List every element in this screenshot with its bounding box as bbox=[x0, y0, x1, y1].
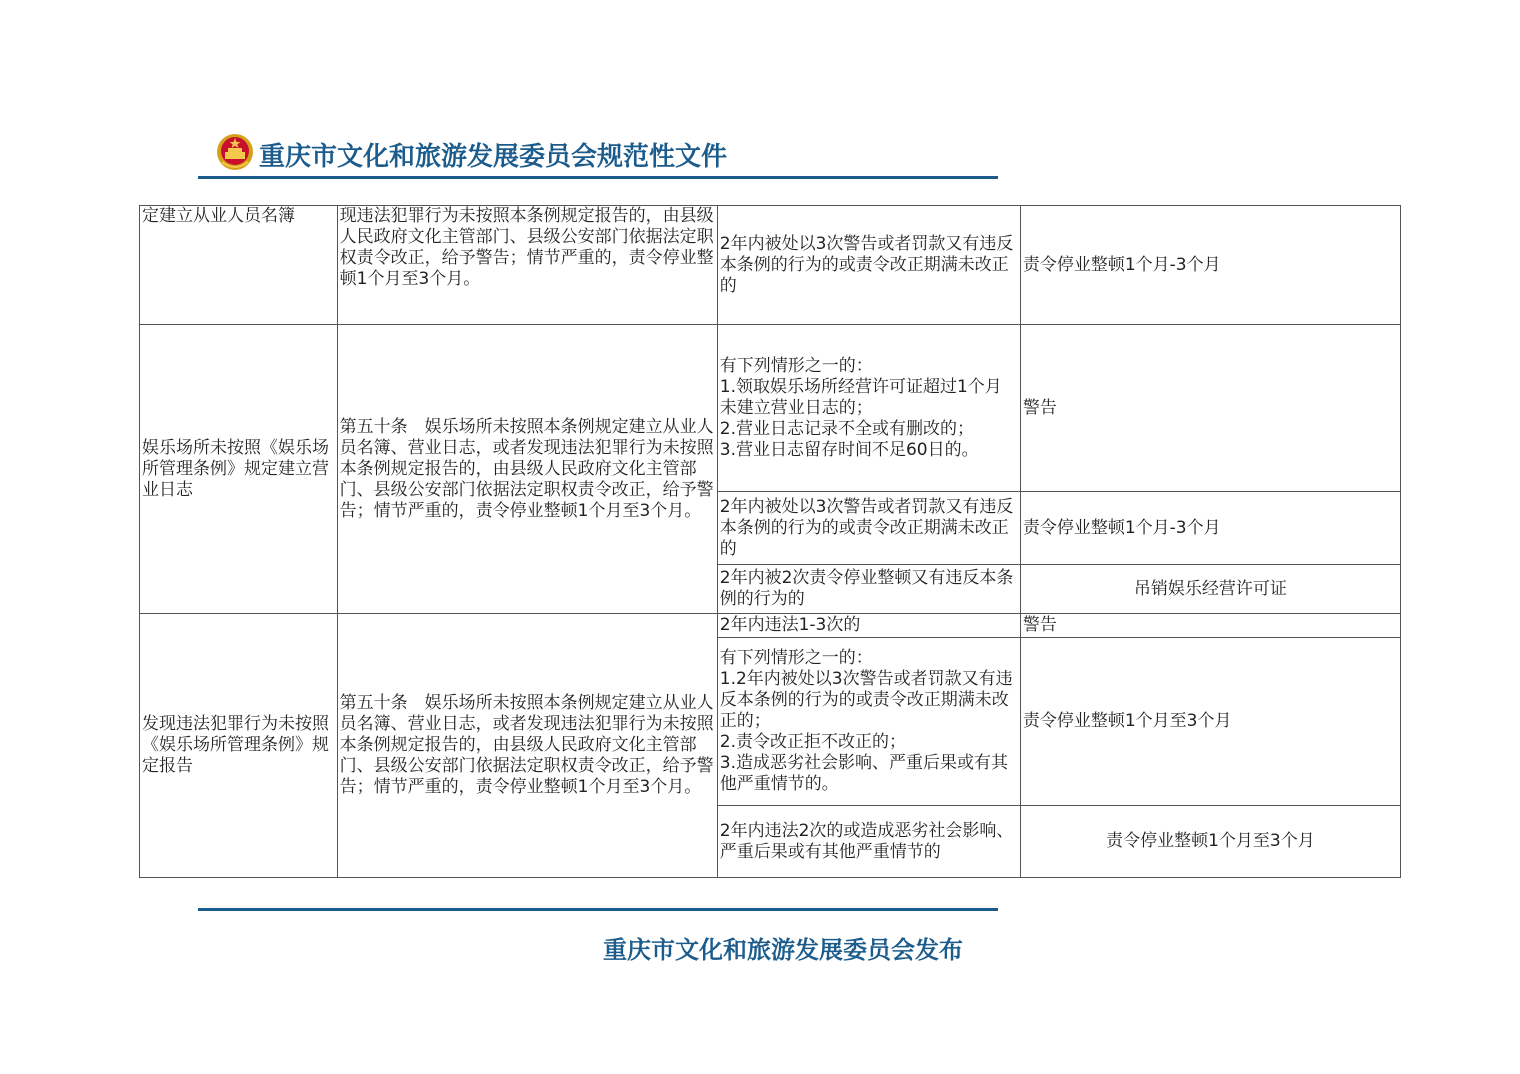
violation-item-cell: 定建立从业人员名簿 bbox=[140, 206, 338, 325]
legal-basis-cell: 第五十条 娱乐场所未按照本条例规定建立从业人员名簿、营业日志，或者发现违法犯罪行为未按照本条例规定报告的，由县级人民政府文化主管部门、县级公安部门依据法定职权责令改正，给予警告；情节严重的，责令停业整顿1个月至3个月。 bbox=[337, 614, 717, 878]
table-row bbox=[140, 206, 1401, 325]
header-divider bbox=[198, 176, 998, 179]
penalty-cell: 责令停业整顿1个月至3个月 bbox=[1020, 638, 1400, 806]
penalty-cell: 责令停业整顿1个月-3个月 bbox=[1020, 206, 1400, 325]
violation-item-cell: 发现违法犯罪行为未按照《娱乐场所管理条例》规定报告 bbox=[140, 614, 338, 878]
penalty-cell: 警告 bbox=[1020, 614, 1400, 638]
penalty-cell: 警告 bbox=[1020, 325, 1400, 492]
footer-divider bbox=[198, 908, 998, 911]
violation-item-cell: 娱乐场所未按照《娱乐场所管理条例》规定建立营业日志 bbox=[140, 325, 338, 614]
table-row bbox=[140, 614, 1401, 638]
circumstance-cell: 2年内违法2次的或造成恶劣社会影响、严重后果或有其他严重情节的 bbox=[717, 806, 1020, 878]
legal-basis-cell: 现违法犯罪行为未按照本条例规定报告的，由县级人民政府文化主管部门、县级公安部门依据法定职权责令改正，给予警告；情节严重的，责令停业整顿1个月至3个月。 bbox=[337, 206, 717, 325]
penalty-standards-table bbox=[139, 205, 1401, 878]
penalty-cell: 责令停业整顿1个月-3个月 bbox=[1020, 492, 1400, 565]
document-header-title: 重庆市文化和旅游发展委员会规范性文件 bbox=[259, 142, 728, 172]
table-row bbox=[140, 325, 1401, 492]
circumstance-cell: 2年内违法1-3次的 bbox=[717, 614, 1020, 638]
circumstance-cell: 有下列情形之一的： 1.2年内被处以3次警告或者罚款又有违反本条例的行为的或责令改正期满未改正的； 2.责令改正拒不改正的； 3.造成恶劣社会影响、严重后果或有其他严重情节的。 bbox=[717, 638, 1020, 806]
circumstance-cell: 2年内被处以3次警告或者罚款又有违反本条例的行为的或责令改正期满未改正的 bbox=[717, 206, 1020, 325]
circumstance-cell: 2年内被2次责令停业整顿又有违反本条例的行为的 bbox=[717, 565, 1020, 614]
penalty-cell: 责令停业整顿1个月至3个月 bbox=[1020, 806, 1400, 878]
publisher-footer: 重庆市文化和旅游发展委员会发布 bbox=[603, 935, 963, 964]
penalty-cell: 吊销娱乐经营许可证 bbox=[1020, 565, 1400, 614]
legal-basis-cell: 第五十条 娱乐场所未按照本条例规定建立从业人员名簿、营业日志，或者发现违法犯罪行为未按照本条例规定报告的，由县级人民政府文化主管部门、县级公安部门依据法定职权责令改正，给予警告；情节严重的，责令停业整顿1个月至3个月。 bbox=[337, 325, 717, 614]
national-emblem-icon bbox=[216, 132, 254, 172]
circumstance-cell: 有下列情形之一的： 1.领取娱乐场所经营许可证超过1个月未建立营业日志的； 2.营业日志记录不全或有删改的； 3.营业日志留存时间不足60日的。 bbox=[717, 325, 1020, 492]
circumstance-cell: 2年内被处以3次警告或者罚款又有违反本条例的行为的或责令改正期满未改正的 bbox=[717, 492, 1020, 565]
